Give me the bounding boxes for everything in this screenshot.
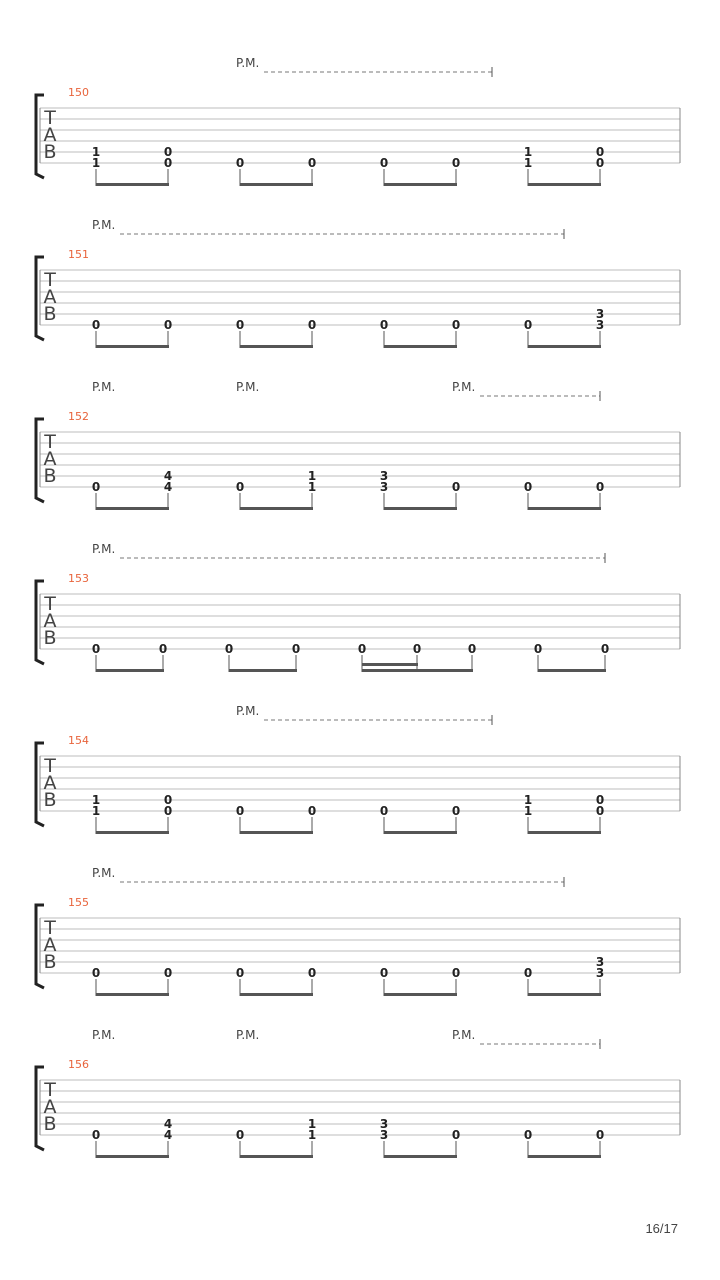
- tab-clef-letter: B: [43, 141, 57, 163]
- beam: [528, 345, 601, 348]
- fret-number: 0: [451, 1128, 461, 1142]
- fret-number: 0: [163, 966, 173, 980]
- fret-number: 0: [523, 318, 533, 332]
- fret-number: 0: [357, 642, 367, 656]
- page-number: 16/17: [645, 1221, 678, 1236]
- tab-clef-letter: T: [44, 755, 56, 777]
- fret-number: 0: [595, 145, 605, 159]
- beam: [240, 345, 313, 348]
- fret-number: 0: [379, 966, 389, 980]
- beam: [96, 1155, 169, 1158]
- fret-number: 1: [91, 804, 101, 818]
- beam: [240, 507, 313, 510]
- tab-clef-letter: A: [43, 286, 57, 308]
- beam: [240, 993, 313, 996]
- beam: [538, 669, 606, 672]
- fret-number: 0: [163, 793, 173, 807]
- fret-number: 0: [91, 318, 101, 332]
- fret-number: 0: [451, 156, 461, 170]
- fret-number: 3: [379, 1128, 389, 1142]
- fret-number: 1: [523, 156, 533, 170]
- fret-number: 3: [595, 955, 605, 969]
- fret-number: 1: [307, 1117, 317, 1131]
- palm-mute-label: P.M.: [236, 380, 260, 394]
- fret-number: 0: [235, 966, 245, 980]
- fret-number: 0: [523, 480, 533, 494]
- tab-clef-letter: T: [44, 593, 56, 615]
- fret-number: 3: [379, 480, 389, 494]
- fret-number: 0: [163, 156, 173, 170]
- fret-number: 0: [235, 804, 245, 818]
- fret-number: 0: [451, 318, 461, 332]
- measure-number: 155: [68, 896, 89, 909]
- fret-number: 1: [91, 793, 101, 807]
- fret-number: 1: [91, 145, 101, 159]
- beam: [528, 507, 601, 510]
- fret-number: 0: [91, 480, 101, 494]
- palm-mute-label: P.M.: [92, 866, 116, 880]
- beam: [384, 1155, 457, 1158]
- staff-system-155: [36, 866, 680, 996]
- fret-number: 0: [235, 156, 245, 170]
- tab-clef-letter: B: [43, 1113, 57, 1135]
- beam: [240, 831, 313, 834]
- fret-number: 3: [595, 307, 605, 321]
- fret-number: 0: [379, 156, 389, 170]
- fret-number: 0: [224, 642, 234, 656]
- fret-number: 0: [523, 1128, 533, 1142]
- palm-mute-label: P.M.: [92, 542, 116, 556]
- beam: [96, 993, 169, 996]
- palm-mute-label: P.M.: [236, 1028, 260, 1042]
- tab-clef-letter: B: [43, 951, 57, 973]
- tab-clef-letter: T: [44, 269, 56, 291]
- staff-system-152: [36, 380, 680, 510]
- beam: [528, 993, 601, 996]
- palm-mute-label: P.M.: [452, 380, 476, 394]
- fret-number: 3: [595, 318, 605, 332]
- fret-number: 4: [163, 469, 173, 483]
- palm-mute-label: P.M.: [236, 704, 260, 718]
- fret-number: 0: [235, 1128, 245, 1142]
- tab-clef-letter: A: [43, 124, 57, 146]
- secondary-beam: [362, 663, 418, 666]
- palm-mute-label: P.M.: [236, 56, 260, 70]
- measure-number: 156: [68, 1058, 89, 1071]
- beam: [96, 669, 164, 672]
- fret-number: 0: [158, 642, 168, 656]
- staff-system-150: [36, 56, 680, 186]
- fret-number: 0: [595, 793, 605, 807]
- staff-system-153: [36, 542, 680, 672]
- tab-clef-letter: B: [43, 465, 57, 487]
- fret-number: 1: [523, 145, 533, 159]
- fret-number: 0: [307, 156, 317, 170]
- tab-clef-letter: A: [43, 448, 57, 470]
- measure-number: 152: [68, 410, 89, 423]
- fret-number: 0: [307, 966, 317, 980]
- fret-number: 0: [533, 642, 543, 656]
- fret-number: 0: [379, 804, 389, 818]
- beam: [96, 183, 169, 186]
- fret-number: 4: [163, 480, 173, 494]
- fret-number: 1: [523, 793, 533, 807]
- fret-number: 0: [412, 642, 422, 656]
- beam: [229, 669, 297, 672]
- fret-number: 4: [163, 1128, 173, 1142]
- fret-number: 0: [595, 804, 605, 818]
- fret-number: 3: [595, 966, 605, 980]
- fret-number: 0: [163, 145, 173, 159]
- fret-number: 1: [307, 480, 317, 494]
- fret-number: 0: [595, 156, 605, 170]
- fret-number: 0: [235, 480, 245, 494]
- beam: [384, 183, 457, 186]
- tab-clef-letter: B: [43, 789, 57, 811]
- beam: [240, 1155, 313, 1158]
- fret-number: 0: [91, 966, 101, 980]
- beam: [528, 831, 601, 834]
- beam: [96, 345, 169, 348]
- beam: [384, 831, 457, 834]
- palm-mute-label: P.M.: [92, 1028, 116, 1042]
- fret-number: 0: [595, 1128, 605, 1142]
- tab-clef-letter: T: [44, 1079, 56, 1101]
- measure-number: 151: [68, 248, 89, 261]
- beam: [528, 1155, 601, 1158]
- palm-mute-label: P.M.: [452, 1028, 476, 1042]
- staff-system-156: [36, 1028, 680, 1158]
- tab-clef-letter: A: [43, 772, 57, 794]
- staff-system-151: [36, 218, 680, 348]
- beam: [362, 669, 473, 672]
- palm-mute-label: P.M.: [92, 218, 116, 232]
- fret-number: 0: [307, 804, 317, 818]
- beam: [240, 183, 313, 186]
- beam: [384, 993, 457, 996]
- fret-number: 0: [307, 318, 317, 332]
- measure-number: 154: [68, 734, 89, 747]
- fret-number: 0: [451, 966, 461, 980]
- beam: [384, 345, 457, 348]
- fret-number: 0: [379, 318, 389, 332]
- beam: [96, 507, 169, 510]
- fret-number: 0: [291, 642, 301, 656]
- tab-clef-letter: B: [43, 303, 57, 325]
- fret-number: 0: [451, 804, 461, 818]
- fret-number: 0: [600, 642, 610, 656]
- fret-number: 1: [91, 156, 101, 170]
- tab-clef-letter: A: [43, 610, 57, 632]
- beam: [96, 831, 169, 834]
- fret-number: 0: [163, 804, 173, 818]
- staff-system-154: [36, 704, 680, 834]
- fret-number: 0: [91, 1128, 101, 1142]
- fret-number: 1: [307, 469, 317, 483]
- palm-mute-label: P.M.: [92, 380, 116, 394]
- fret-number: 0: [523, 966, 533, 980]
- fret-number: 3: [379, 469, 389, 483]
- fret-number: 0: [451, 480, 461, 494]
- tab-clef-letter: T: [44, 917, 56, 939]
- beam: [384, 507, 457, 510]
- tab-clef-letter: A: [43, 934, 57, 956]
- fret-number: 4: [163, 1117, 173, 1131]
- fret-number: 0: [235, 318, 245, 332]
- fret-number: 0: [595, 480, 605, 494]
- beam: [528, 183, 601, 186]
- tab-clef-letter: B: [43, 627, 57, 649]
- measure-number: 153: [68, 572, 89, 585]
- fret-number: 1: [523, 804, 533, 818]
- tab-clef-letter: T: [44, 431, 56, 453]
- fret-number: 0: [163, 318, 173, 332]
- tab-clef-letter: T: [44, 107, 56, 129]
- tab-clef-letter: A: [43, 1096, 57, 1118]
- fret-number: 0: [467, 642, 477, 656]
- measure-number: 150: [68, 86, 89, 99]
- fret-number: 1: [307, 1128, 317, 1142]
- fret-number: 3: [379, 1117, 389, 1131]
- fret-number: 0: [91, 642, 101, 656]
